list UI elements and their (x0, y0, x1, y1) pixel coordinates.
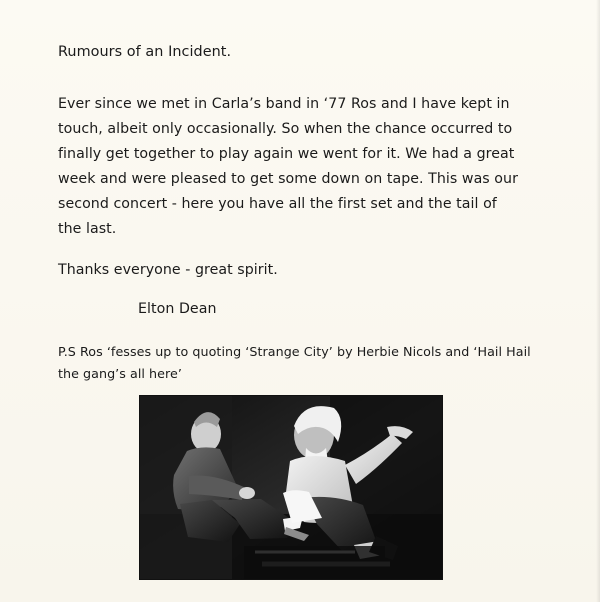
body-line-5: second concert - here you have all the first set and the tail of (58, 196, 497, 212)
page-edge-shadow (596, 0, 600, 602)
body-line-1: Ever since we met in Carla’s band in ‘77 Ros and I have kept in (58, 96, 510, 112)
body-line-3: finally get together to play again we went for it. We had a great (58, 146, 515, 162)
body-line-6: the last. (58, 221, 117, 237)
body-line-2: touch, albeit only occasionally. So when the chance occurred to (58, 121, 513, 137)
signature: Elton Dean (138, 301, 217, 317)
postscript-line-1: P.S Ros ‘fesses up to quoting ‘Strange City’ by Herbie Nicols and ‘Hail Hail (58, 344, 531, 359)
body-line-4: week and were pleased to get some down on tape. This was our (58, 171, 518, 187)
postscript-line-2: the gang’s all here’ (58, 366, 182, 381)
musicians-photo (140, 396, 442, 579)
page-title: Rumours of an Incident. (58, 44, 232, 60)
thanks-line: Thanks everyone - great spirit. (58, 262, 278, 278)
